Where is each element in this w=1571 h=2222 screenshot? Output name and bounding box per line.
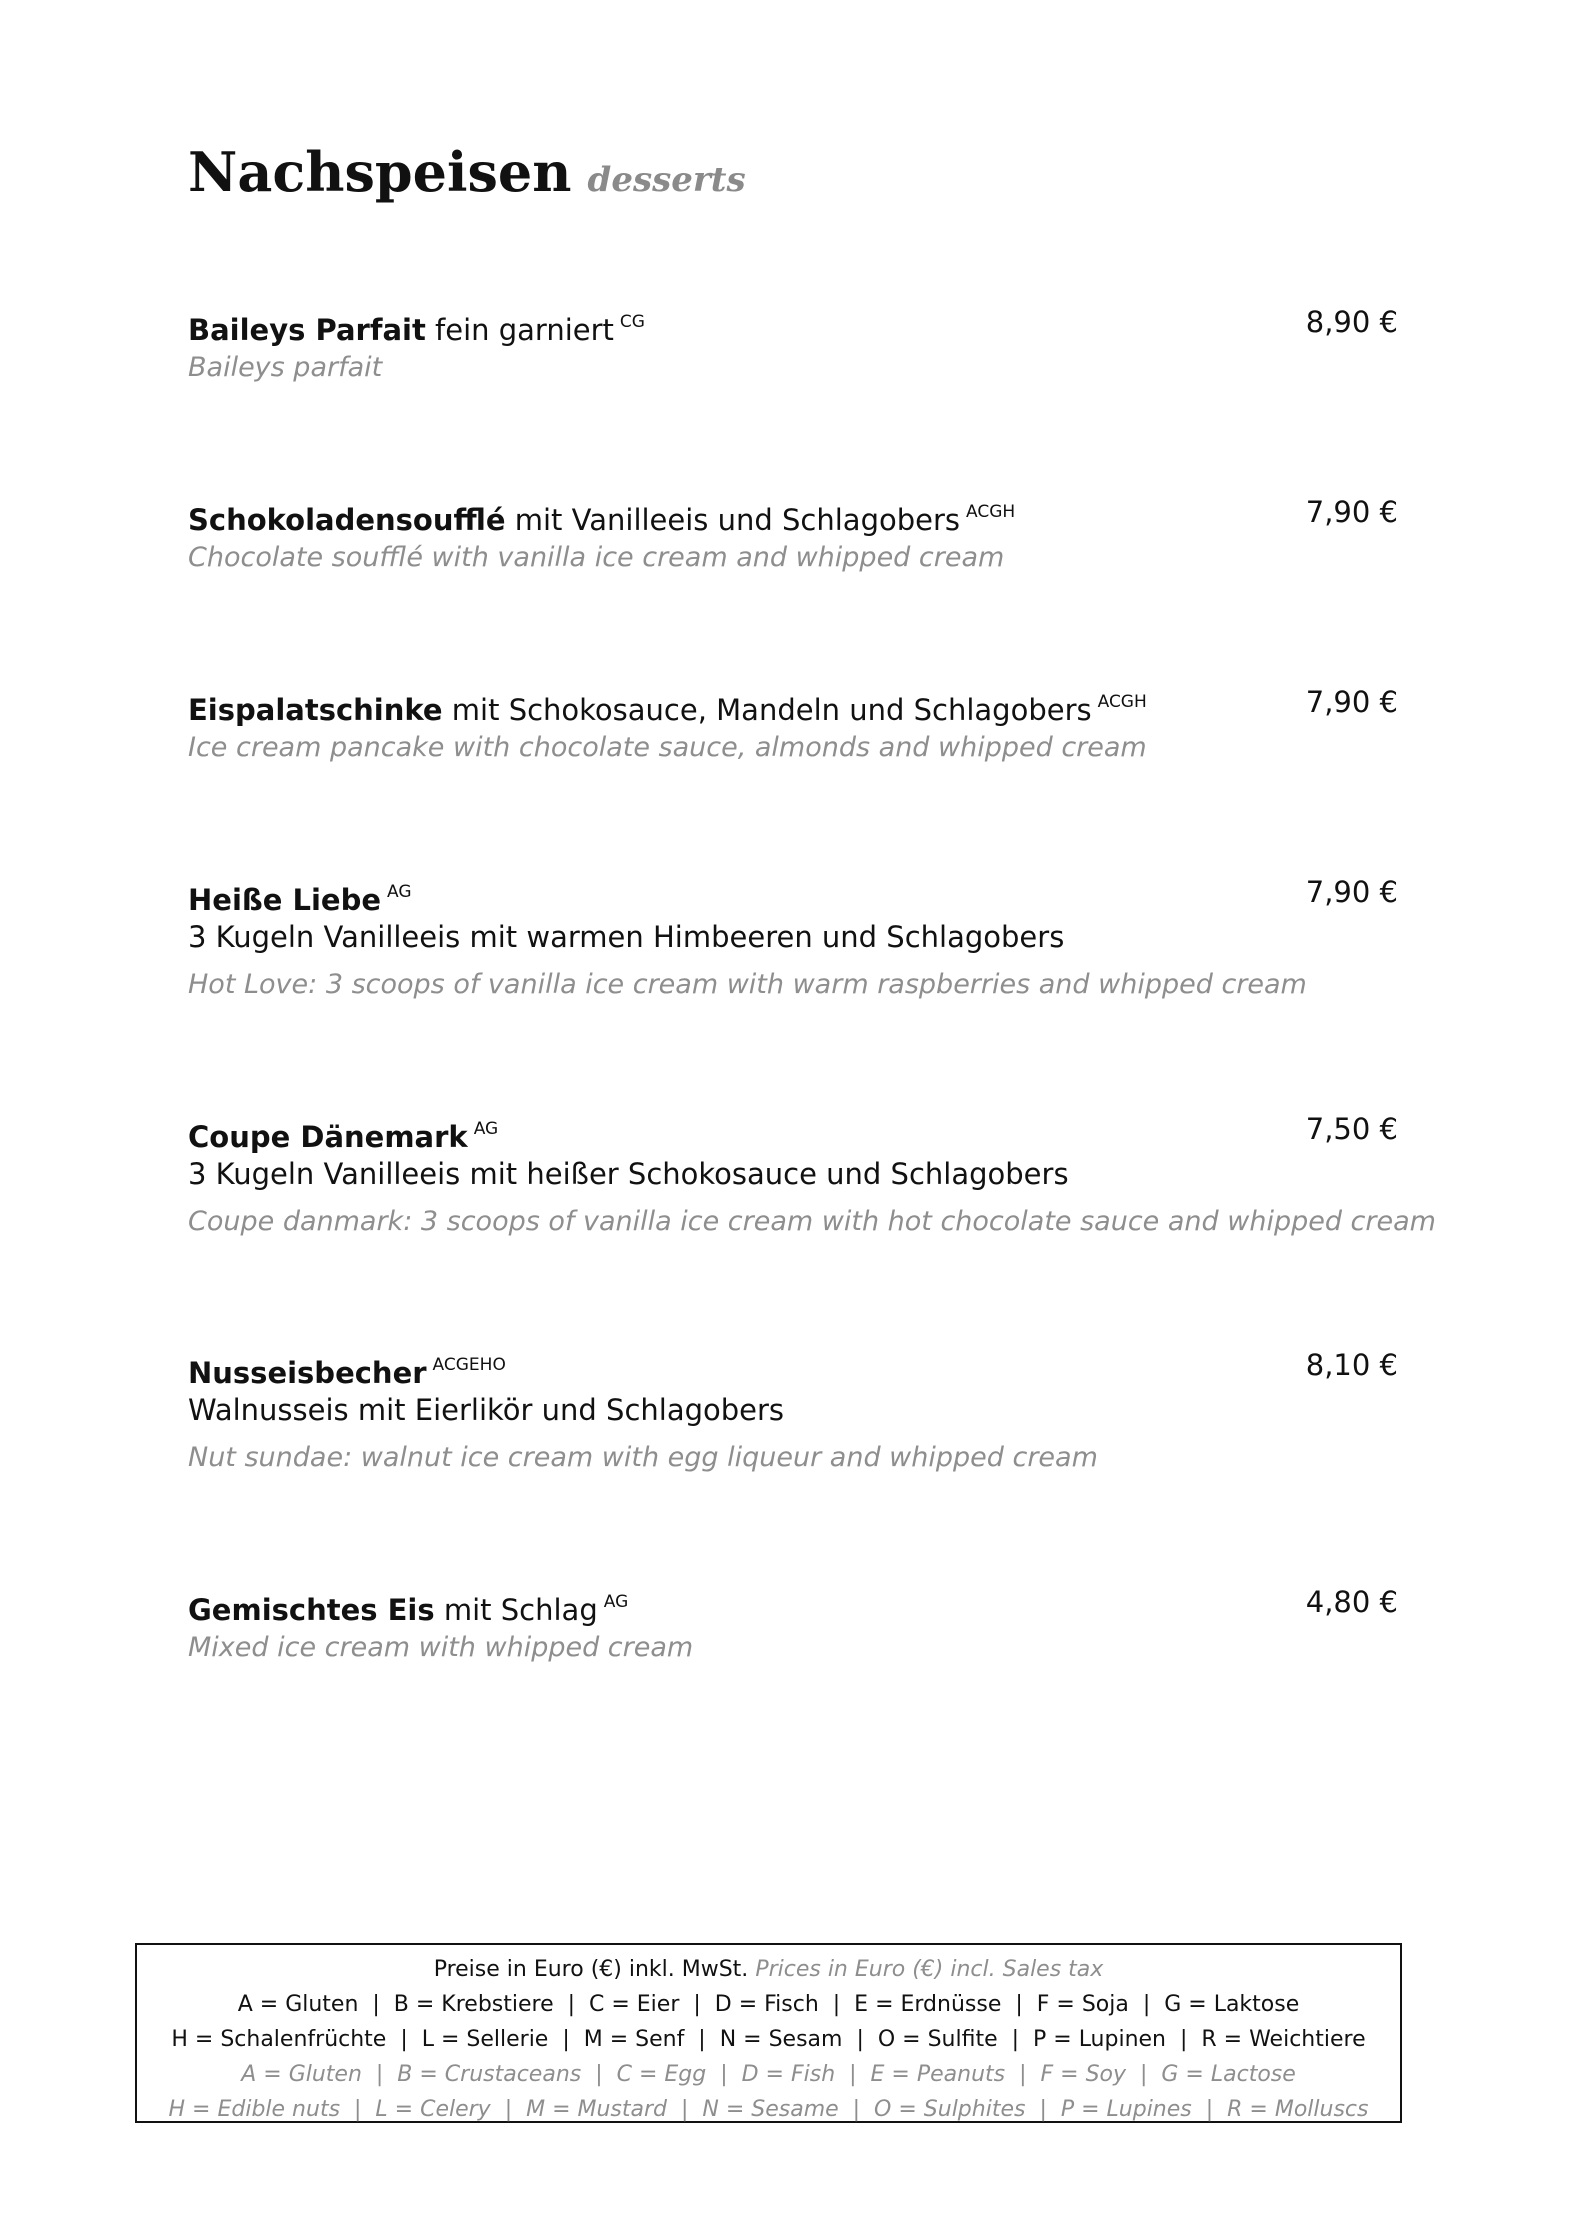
item-description-de: 3 Kugeln Vanilleeis mit heißer Schokosauce und Schlagobers xyxy=(188,1157,1069,1191)
price-note-en: Prices in Euro (€) incl. Sales tax xyxy=(755,1957,1104,1982)
item-name: Nusseisbecher xyxy=(188,1356,427,1390)
item-price: 7,90 € xyxy=(1305,685,1398,719)
menu-item-eispalatschinke xyxy=(188,680,1398,771)
item-heading xyxy=(188,870,1398,917)
allergens-de-line-2: H = Schalenfrüchte | L = Sellerie | M = Senf | N = Sesam | O = Sulfite | P = Lupinen | R = Weichtiere xyxy=(171,2027,1366,2052)
item-price: 4,80 € xyxy=(1305,1585,1398,1619)
item-description-en: Coupe danmark: 3 scoops of vanilla ice cream with hot chocolate sauce and whipped cream xyxy=(188,1206,1436,1237)
item-description-de: Walnusseis mit Eierlikör und Schlagobers xyxy=(188,1393,785,1427)
item-allergens: ACGEHO xyxy=(432,1355,506,1375)
item-extra: mit Vanilleeis und Schlagobers xyxy=(505,503,961,537)
item-price: 7,50 € xyxy=(1305,1112,1398,1146)
title-sub: desserts xyxy=(587,160,746,200)
menu-item-coupe-daenemark xyxy=(188,1107,1436,1245)
item-heading xyxy=(188,1343,1398,1390)
allergen-legend-box xyxy=(135,1943,1402,2123)
allergens-en-line-2: H = Edible nuts | L = Celery | M = Mustard | N = Sesame | O = Sulphites | P = Lupines | R = Molluscs xyxy=(168,2097,1369,2122)
item-price: 7,90 € xyxy=(1305,875,1398,909)
menu-item-baileys-parfait xyxy=(188,300,1398,391)
title-main: Nachspeisen xyxy=(188,140,572,204)
item-name: Gemischtes Eis xyxy=(188,1593,435,1627)
item-allergens: CG xyxy=(619,312,645,332)
item-description-en: Hot Love: 3 scoops of vanilla ice cream with warm raspberries and whipped cream xyxy=(188,969,1307,1000)
menu-item-schokoladensouffle xyxy=(188,490,1398,581)
item-description-en: Baileys parfait xyxy=(188,352,383,383)
item-allergens: AG xyxy=(603,1592,629,1612)
price-note xyxy=(137,1952,1400,1987)
item-heading xyxy=(188,490,1398,537)
item-name: Baileys Parfait xyxy=(188,313,426,347)
item-extra: mit Schlag xyxy=(434,1593,598,1627)
menu-item-nusseisbecher xyxy=(188,1343,1398,1481)
item-allergens: AG xyxy=(387,882,412,902)
menu-item-gemischtes-eis xyxy=(188,1580,1398,1671)
item-heading xyxy=(188,300,1398,347)
item-name: Schokoladensoufflé xyxy=(188,503,506,537)
item-price: 7,90 € xyxy=(1305,495,1398,529)
item-extra: fein garniert xyxy=(425,313,614,347)
item-allergens: AG xyxy=(473,1119,499,1139)
item-description-en: Ice cream pancake with chocolate sauce, almonds and whipped cream xyxy=(188,732,1147,763)
item-heading xyxy=(188,1580,1398,1627)
item-description-en: Mixed ice cream with whipped cream xyxy=(188,1632,694,1663)
item-description-de: 3 Kugeln Vanilleeis mit warmen Himbeeren und Schlagobers xyxy=(188,920,1065,954)
menu-item-heisse-liebe xyxy=(188,870,1398,1008)
item-name: Heiße Liebe xyxy=(188,883,382,917)
item-name: Eispalatschinke xyxy=(188,693,443,727)
item-price: 8,10 € xyxy=(1305,1348,1398,1382)
price-note-de: Preise in Euro (€) inkl. MwSt. xyxy=(433,1957,749,1982)
item-name: Coupe Dänemark xyxy=(188,1120,468,1154)
item-heading xyxy=(188,1107,1398,1154)
item-description-en: Chocolate soufflé with vanilla ice cream and whipped cream xyxy=(188,542,1005,573)
allergens-en-line-1: A = Gluten | B = Crustaceans | C = Egg | D = Fish | E = Peanuts | F = Soy | G = Lactose xyxy=(241,2062,1296,2087)
item-price: 8,90 € xyxy=(1305,305,1398,339)
item-extra: mit Schokosauce, Mandeln und Schlagobers xyxy=(442,693,1092,727)
item-allergens: ACGH xyxy=(1097,692,1147,712)
item-heading xyxy=(188,680,1398,727)
page-title xyxy=(188,140,746,204)
item-description-en: Nut sundae: walnut ice cream with egg liqueur and whipped cream xyxy=(188,1442,1098,1473)
item-allergens: ACGH xyxy=(966,502,1016,522)
allergens-de-line-1: A = Gluten | B = Krebstiere | C = Eier | D = Fisch | E = Erdnüsse | F = Soja | G = Laktose xyxy=(237,1992,1300,2017)
